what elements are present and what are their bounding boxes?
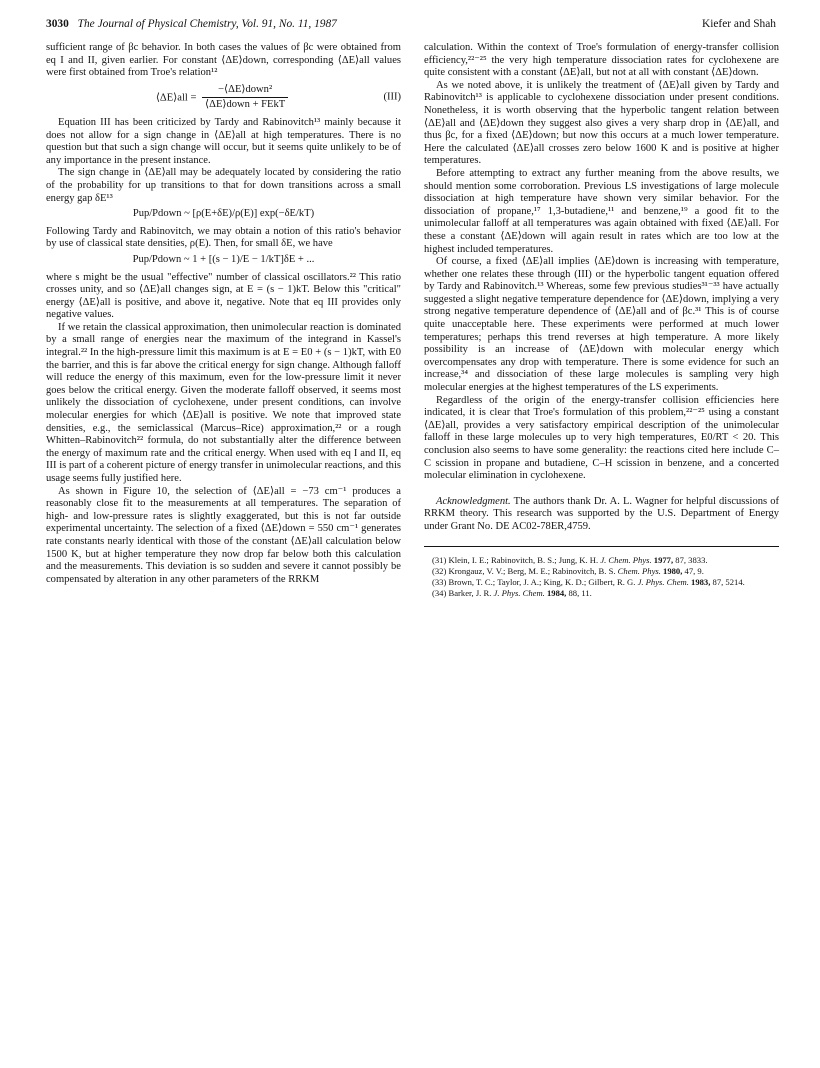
paragraph: The sign change in ⟨ΔE⟩all may be adequately located by considering the ratio of the probability for up transitions to that for down transitions across a small energy gap δE¹³ (46, 167, 401, 204)
equation-ratio-expansion: Pup/Pdown ~ 1 + [(s − 1)/E − 1/kT]δE + ... (132, 253, 315, 265)
running-head-left (46, 18, 343, 30)
paragraph: Of course, a fixed ⟨ΔE⟩all implies ⟨ΔE⟩down is increasing with temperature, whether one relates these through (III) or the hyperbolic tangent equation offered by Tardy and Rabinovitch.¹³ Whereas, some few previous studies³¹⁻³³ have actually suggested a slight negative temperature dependence for ⟨ΔE⟩down, implying a very strong negative temperature dependence of ⟨ΔE⟩all and of βc.³¹ This is of course quite unacceptable here. These experiments were performed at much lower temperatures; perhaps this trend reverses at high temperature. A more likely possibility is an increase of ⟨ΔE⟩down with molecular energy which overcompensates any drop with temperature. There is some evidence for such an increase,³⁴ and dissociation of these large molecules is sampling very high molecular energies at the highest temperatures of the LS experiments. (424, 256, 779, 394)
running-head (46, 18, 776, 34)
paragraph: As we noted above, it is unlikely the treatment of ⟨ΔE⟩all given by Tardy and Rabinovitch¹³ is applicable to cyclohexene dissociation under present conditions. Nonetheless, it is worth observing that the hyperbolic tangent relation between ⟨ΔE⟩all and ⟨ΔE⟩down they suggest also gives a very sharp drop in ⟨ΔE⟩all, and thus βc, for a fixed ⟨ΔE⟩down; but now this occurs at a much lower temperature. Here the calculated ⟨ΔE⟩all crosses zero below 1600 K and is positive at higher temperatures. (424, 79, 779, 167)
paragraph: If we retain the classical approximation, then unimolecular reaction is dominated by a small range of energies near the maximum of the integrand in Kassel's integral.²² In the high-pressure limit this maximum is at E = E0 + (s − 1)kT, with E0 the barrier, and this is far above the critical energy for sign change. Although falloff will reduce the energy of this maximum, even for the low-pressure limit it never goes below the critical energy. Given the moderate falloff observed, it seems most unlikely the dissociation of cyclohexene, under present conditions, can involve molecular energies for which ⟨ΔE⟩all is positive. We note that improved state densities, e.g., the semiclassical (Marcus–Rice) approximation,²² or a rough Whitten–Rabinovitch²² formula, do not substantially alter the difference between the energy of maximum rate and the critical energy. When used with eq I and II, eq III is part of a coherent picture of energy transfer in unimolecular reactions, and this usage seems fully justified here. (46, 321, 401, 484)
paragraph: sufficient range of βc behavior. In both cases the values of βc were obtained from eq I and II, given earlier. For constant ⟨ΔE⟩down, corresponding ⟨ΔE⟩all values were first obtained from Troe's relation¹² (46, 42, 401, 79)
page-number: 3030 (46, 18, 69, 30)
paragraph: Following Tardy and Rabinovitch, we may obtain a notion of this ratio's behavior by use of classical state densities, ρ(E). Then, for small δE, we have (46, 225, 401, 250)
paragraph: Regardless of the origin of the energy-transfer collision efficiencies here indicated, it is clear that Troe's formulation of this problem,²²⁻²⁵ using a constant ⟨ΔE⟩all, provides a very satisfactory empirical description of the unimolecular falloff in these large molecules up to very high temperatures, E0/RT < 20. This conclusion also seems to have some generality: the reactions cited here include C–C scission in propane and butadiene, C–H scission in benzene, and a concerted molecular elimination in cyclohexene. (424, 394, 779, 482)
journal-citation: The Journal of Physical Chemistry, Vol. 91, No. 11, 1987 (77, 18, 337, 30)
equation-label: (III) (383, 91, 401, 103)
left-column (46, 42, 401, 586)
reference-item: (33) Brown, T. C.; Taylor, J. A.; King, K. D.; Gilbert, R. G. J. Phys. Chem. 1983, 87, 5214. (432, 576, 745, 587)
reference-item: (32) Krongauz, V. V.; Berg, M. E.; Rabinovitch, B. S. Chem. Phys. 1980, 47, 9. (432, 565, 704, 576)
reference-list (424, 555, 779, 599)
reference-item: (31) Klein, I. E.; Rabinovitch, B. S.; Jung, K. H. J. Chem. Phys. 1977, 87, 3833. (432, 554, 708, 565)
paragraph: Equation III has been criticized by Tardy and Rabinovitch¹³ mainly because it does not allow for a sign change in ⟨ΔE⟩all at high temperatures. There is no question but that such a sign change will occur, but it seems quite unlikely to be of any importance in the present instance. (46, 116, 401, 166)
equation-lhs: ⟨ΔE⟩all = (155, 92, 197, 104)
paragraph: Before attempting to extract any further meaning from the above results, we should mention some corroboration. Previous LS investigations of large molecule dissociation at high temperature have shown very similar behavior. For the dissociation of propane,¹⁷ 1,3-butadiene,¹¹ and benzene,¹⁹ a good fit to the unimolecular falloff at all temperatures was again obtained with fixed ⟨ΔE⟩all. For these a constant ⟨ΔE⟩down will again result in rates which are too low at the highest included temperatures. (424, 167, 779, 255)
paragraph: where s might be the usual "effective" number of classical oscillators.²² This ratio crosses unity, and so ⟨ΔE⟩all changes sign, at E = (s − 1)kT. Below this "critical" energy ⟨ΔE⟩all is positive, and above it, negative. Note that eq III provides only negative values. (46, 271, 401, 321)
paragraph: As shown in Figure 10, the selection of ⟨ΔE⟩all = −73 cm⁻¹ produces a reasonably close fit to the measurements at all temperatures. The separation of high- and low-pressure rates is slightly exaggerated, but this is not far outside experimental uncertainty. The selection of a fixed ⟨ΔE⟩down = 550 cm⁻¹ generates rate constants nearly identical with those of the constant ⟨ΔE⟩all calculation below 1500 K, but at higher temperature they now drop far below both this calculation and the measurements. This deviation is so sudden and severe it cannot possibly be compensated by alteration in any other parameters of the RRKM (46, 485, 401, 585)
equation-denominator: ⟨ΔE⟩down + FEkT (205, 99, 286, 111)
running-head-authors: Kiefer and Shah (701, 18, 776, 30)
paragraph: calculation. Within the context of Troe's formulation of energy-transfer collision efficiency,²²⁻²⁵ the very high temperature dissociation rates for cyclohexene are quite consistent with a constant ⟨ΔE⟩all, but not at all with constant ⟨ΔE⟩down. (424, 42, 779, 79)
reference-item: (34) Barker, J. R. J. Phys. Chem. 1984, 88, 11. (432, 588, 592, 599)
acknowledgment (424, 496, 779, 534)
equation-ratio: Pup/Pdown ~ [ρ(E+δE)/ρ(E)] exp(−δE/kT) (132, 208, 315, 220)
right-column (424, 42, 779, 599)
equation-fraction (202, 84, 288, 112)
reference-divider (424, 546, 779, 547)
equation-numerator: −⟨ΔE⟩down² (202, 84, 288, 99)
equation-iii (46, 84, 401, 112)
acknowledgment-text: The authors thank Dr. A. L. Wagner for helpful discussions of RRKM theory. This research was supported by the U.S. Department of Energy under Grant No. DE AC02-78ER,4759. (424, 495, 779, 532)
acknowledgment-label: Acknowledgment. (436, 495, 511, 507)
